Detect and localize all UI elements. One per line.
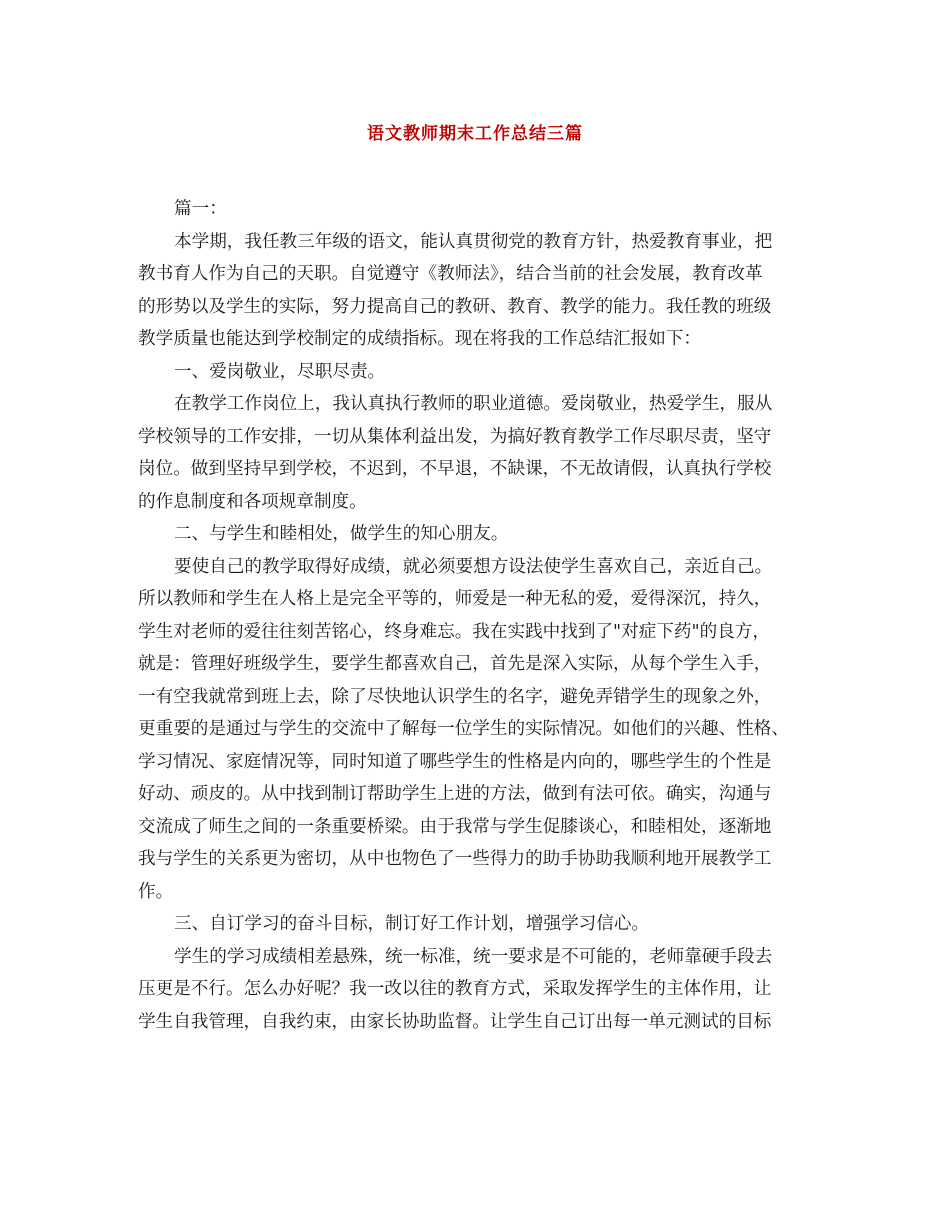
text-line: 学生自我管理，自我约束，由家长协助监督。让学生自己订出每一单元测试的目标 [138,1011,772,1032]
text-line: 学生对老师的爱往往刻苦铭心，终身难忘。我在实践中找到了"对症下药"的良方， [138,621,770,642]
text-line: 在教学工作岗位上，我认真执行教师的职业道德。爱岗敬业，热爱学生，服从 [174,394,773,414]
text-line: 所以教师和学生在人格上是完全平等的，师爱是一种无私的爱，爱得深沉，持久， [138,589,772,609]
text-line: 就是：管理好班级学生，要学生都喜欢自己，首先是深入实际，从每个学生入手， [138,654,772,674]
text-line: 学习情况、家庭情况等，同时知道了哪些学生的性格是内向的，哪些学生的个性是 [138,751,772,772]
text-line: 压更是不行。怎么办好呢？我一改以往的教育方式，采取发挥学生的主体作用，让 [138,979,772,999]
text-line: 一、爱岗敬业，尽职尽责。 [174,361,386,382]
document-body [138,193,828,1038]
text-line: 交流成了师生之间的一条重要桥梁。由于我常与学生促膝谈心，和睦相处，逐渐地 [138,816,772,837]
text-line: 的形势以及学生的实际，努力提高自己的教研、教育、教学的能力。我任教的班级 [138,296,772,317]
document-title: 语文教师期末工作总结三篇 [367,124,583,144]
text-line: 的作息制度和各项规章制度。 [138,491,367,512]
text-line: 一有空我就常到班上去，除了尽快地认识学生的名字，避免弄错学生的现象之外， [138,686,772,707]
text-line: 我与学生的关系更为密切，从中也物色了一些得力的助手协助我顺利地开展教学工 [138,849,772,869]
text-line: 教学质量也能达到学校制定的成绩指标。现在将我的工作总结汇报如下： [138,329,702,349]
text-line: 教书育人作为自己的天职。自觉遵守《教师法》，结合当前的社会发展，教育改革 [138,264,763,284]
text-line: 作。 [138,881,174,902]
text-line: 好动、顽皮的。从中找到制订帮助学生上进的方法，做到有法可依。确实，沟通与 [138,784,772,804]
text-line: 二、与学生和睦相处，做学生的知心朋友。 [174,524,509,544]
text-line: 要使自己的教学取得好成绩，就必须要想方设法使学生喜欢自己，亲近自己。 [174,556,773,577]
text-line: 篇一： [174,199,227,219]
text-line: 更重要的是通过与学生的交流中了解每一位学生的实际情况。如他们的兴趣、性格、 [138,719,789,739]
text-line: 学校领导的工作安排，一切从集体利益出发，为搞好教育教学工作尽职尽责，坚守 [138,426,772,447]
text-line: 岗位。做到坚持早到学校，不迟到，不早退，不缺课，不无故请假，认真执行学校 [138,459,772,479]
text-line: 本学期，我任教三年级的语文，能认真贯彻党的教育方针，热爱教育事业，把 [174,231,773,252]
text-line: 学生的学习成绩相差悬殊，统一标准，统一要求是不可能的，老师靠硬手段去 [174,946,773,967]
text-line: 三、自订学习的奋斗目标，制订好工作计划，增强学习信心。 [174,914,650,934]
